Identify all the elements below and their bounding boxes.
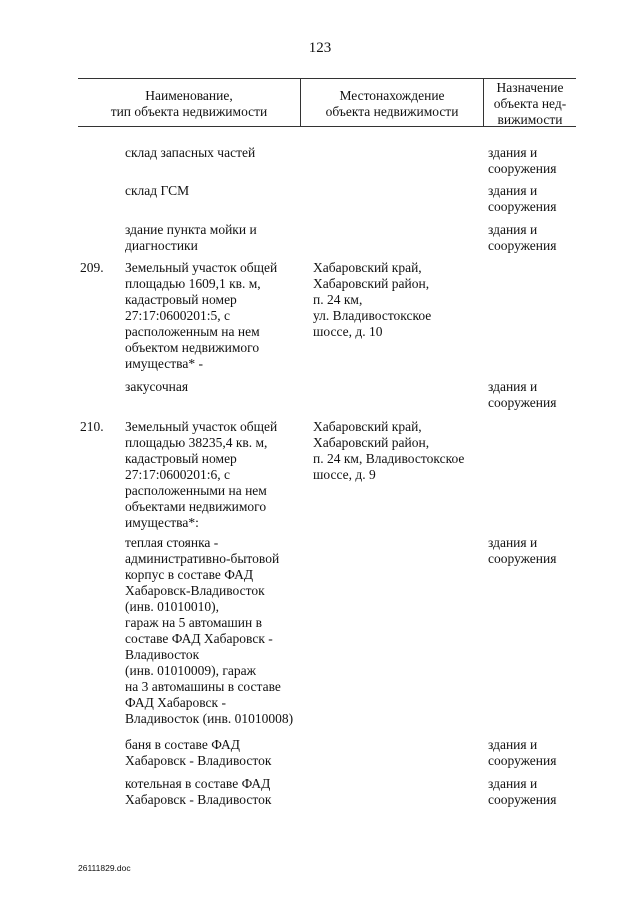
list-item-purpose: здания и сооружения [488,776,557,807]
list-item-name: склад ГСМ [125,183,190,198]
document-filename: 26111829.doc [78,863,131,873]
row-number: 209. [80,260,104,275]
list-item-name: склад запасных частей [125,145,256,160]
page-number: 123 [308,40,332,56]
list-item-location: Хабаровский край, Хабаровский район, п. 24 км, ул. Владивостокское шоссе, д. 10 [313,260,432,339]
table-top-rule [78,78,576,79]
list-item-purpose: здания и сооружения [488,379,557,410]
list-item-name: баня в составе ФАД Хабаровск - Владивосток [125,737,272,768]
list-item-name: котельная в составе ФАД Хабаровск - Владивосток [125,776,272,807]
list-item-name: Земельный участок общей площадью 1609,1 кв. м, кадастровый номер 27:17:0600201:5, с расположенным на нем объектом недвижимого имущества* - [125,260,278,371]
list-item-name: Земельный участок общей площадью 38235,4 кв. м, кадастровый номер 27:17:0600201:6, с расположенными на нем объектами недвижимого имущества*: [125,419,278,530]
list-item-purpose: здания и сооружения [488,145,557,176]
list-item-name: здание пункта мойки и диагностики [125,222,257,253]
list-item-name: закусочная [125,379,189,394]
header-name-type: Наименование, тип объекта недвижимости [110,88,268,119]
list-item-purpose: здания и сооружения [488,183,557,214]
list-item-purpose: здания и сооружения [488,222,557,253]
row-number: 210. [80,419,104,434]
list-item-purpose: здания и сооружения [488,737,557,768]
list-item-purpose: здания и сооружения [488,535,557,566]
list-item-name: теплая стоянка - административно-бытовой корпус в составе ФАД Хабаровск-Владивосток (инв. 01010010), гараж на 5 автомашин в составе ФАД Хабаровск - Владивосток (инв. 01010009), гараж на 3 автомашины в составе ФАД Хабаровск - Владивосток (инв. 01010008) [125,535,294,726]
header-purpose: Назначение объекта нед- вижимости [493,80,567,127]
list-item-location: Хабаровский край, Хабаровский район, п. 24 км, Владивостокское шоссе, д. 9 [313,419,465,482]
header-location: Местонахождение объекта недвижимости [325,88,459,119]
